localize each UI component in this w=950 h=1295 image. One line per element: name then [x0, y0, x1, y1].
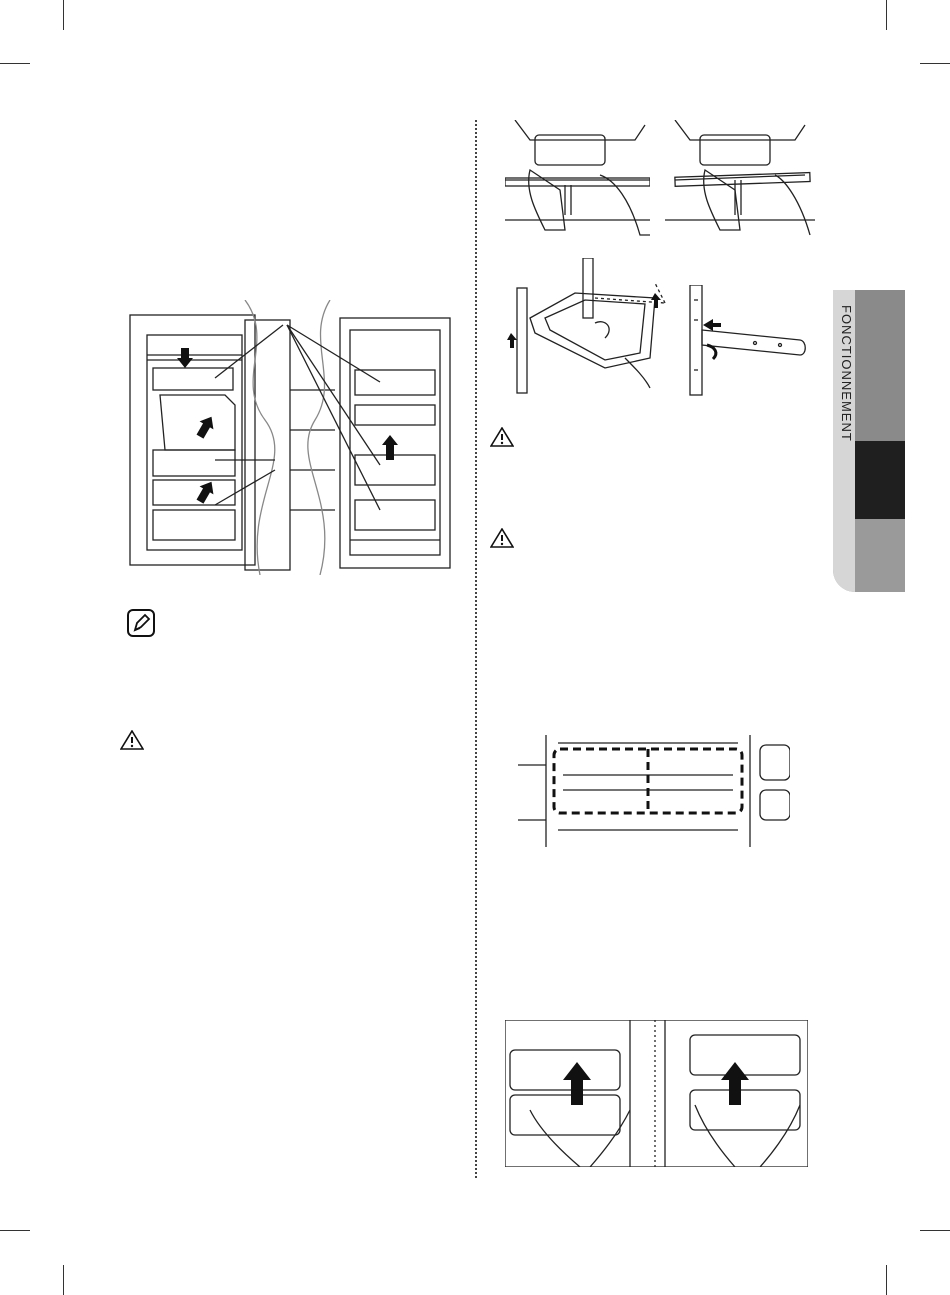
- door-bins-lift-illustration: [505, 1020, 808, 1167]
- side-tab-mid: [855, 290, 905, 441]
- side-tab-active: [855, 441, 905, 519]
- warning-triangle-icon: [490, 528, 514, 553]
- crop-mark: [920, 1230, 950, 1231]
- column-divider: [475, 120, 477, 1178]
- crop-mark: [63, 1265, 64, 1295]
- shelf-hands-front-left-illustration: [505, 120, 650, 242]
- crop-mark: [886, 1265, 887, 1295]
- warning-triangle-icon: [120, 730, 144, 755]
- warning-triangle-icon: [490, 427, 514, 452]
- crop-mark: [920, 63, 950, 64]
- crop-mark: [0, 63, 30, 64]
- drawer-cover-dashed-illustration: [518, 735, 790, 847]
- crop-mark: [0, 1230, 30, 1231]
- crop-mark: [886, 0, 887, 30]
- shelf-tilt-removal-illustration: [505, 258, 670, 398]
- shelf-bracket-illustration: [685, 285, 810, 397]
- shelf-hands-front-right-illustration: [665, 120, 815, 242]
- fridge-open-doors-illustration: [125, 300, 455, 575]
- crop-mark: [63, 0, 64, 30]
- note-pencil-icon: [126, 608, 156, 643]
